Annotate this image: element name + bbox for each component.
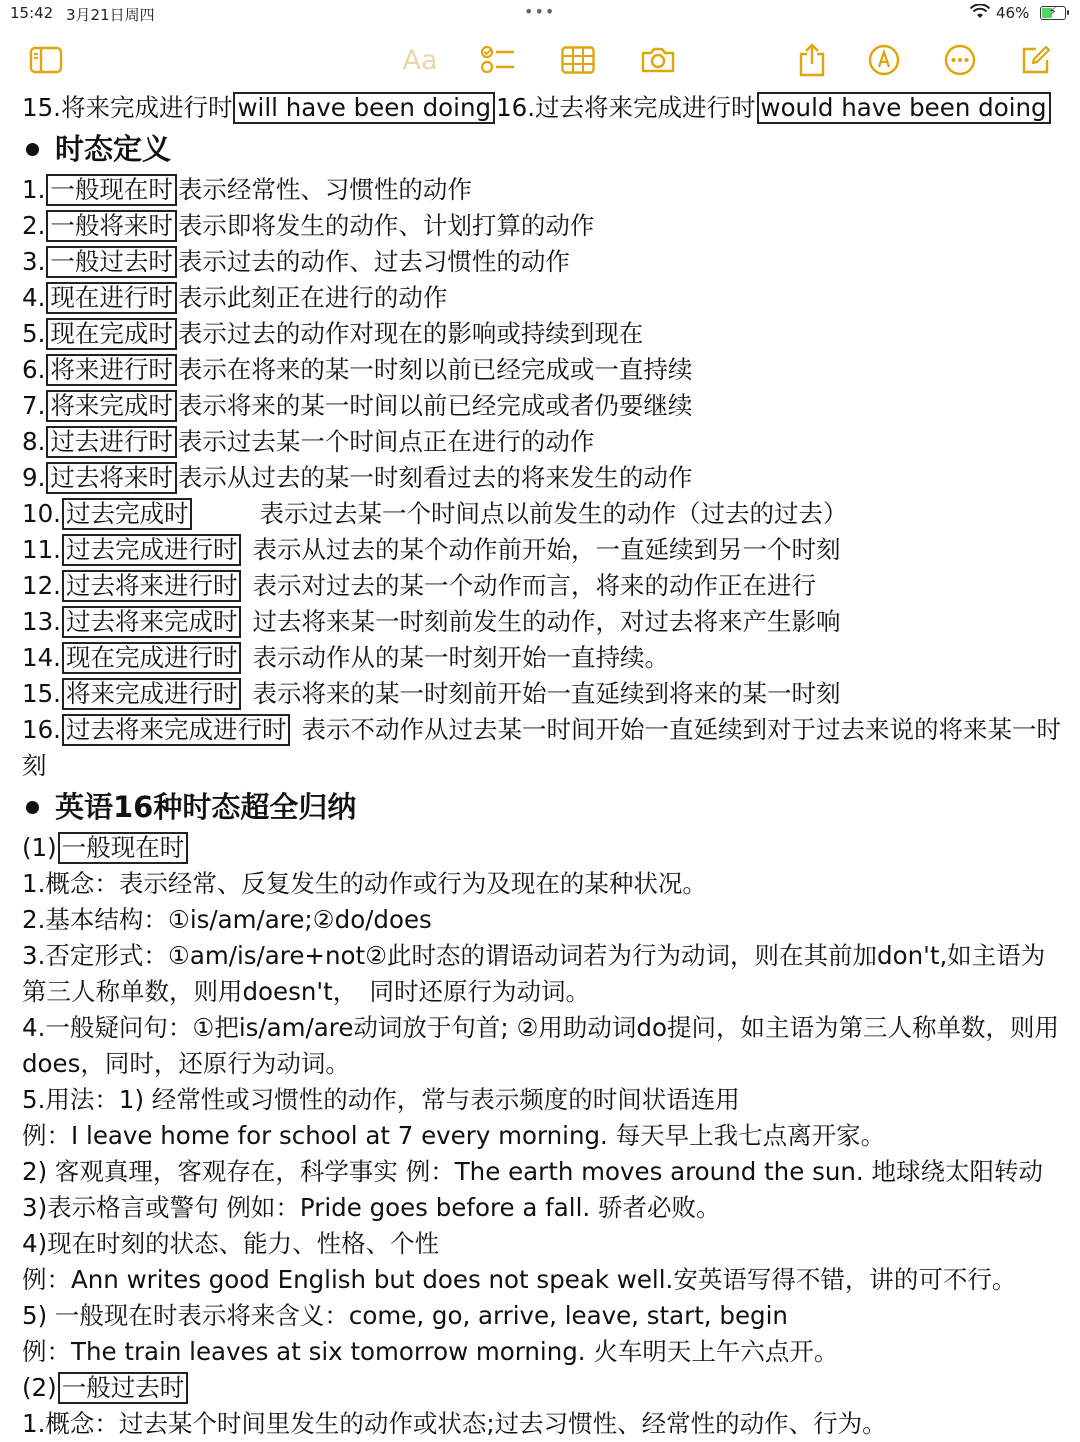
more-icon[interactable] — [938, 40, 982, 80]
definition-item — [22, 172, 1068, 208]
definition-desc: 表示将来的某一时刻前开始一直延续到将来的某一时刻 — [252, 679, 841, 708]
definition-item — [22, 208, 1068, 244]
definition-number: 6. — [22, 355, 46, 384]
status-date: 3月21日周四 — [66, 6, 155, 24]
notes-toolbar — [0, 40, 1080, 84]
summary-line: 2) 客观真理，客观存在，科学事实 例：The earth moves around the sun. 地球绕太阳转动 — [22, 1157, 1043, 1186]
definition-list — [22, 172, 1068, 784]
wifi-icon — [970, 4, 990, 24]
summary-line: 5.用法：1) 经常性或习惯性的动作，常与表示频度的时间状语连用 — [22, 1085, 740, 1114]
definition-desc: 表示此刻正在进行的动作 — [177, 283, 448, 312]
definition-desc: 表示将来的某一时间以前已经完成或者仍要继续 — [177, 391, 693, 420]
definition-desc: 过去将来某一时刻前发生的动作，对过去将来产生影响 — [252, 607, 841, 636]
definition-item — [22, 604, 1068, 640]
definition-number: 10. — [22, 499, 61, 528]
definition-number: 3. — [22, 247, 46, 276]
tense-15-box: will have been doing — [233, 92, 495, 124]
definition-desc: 表示经常性、习惯性的动作 — [177, 175, 472, 204]
table-icon[interactable] — [556, 40, 600, 80]
summary-line: 例：I leave home for school at 7 every morning. 每天早上我七点离开家。 — [22, 1121, 886, 1150]
format-icon[interactable]: Aa — [402, 44, 438, 76]
definition-term-box: 一般过去时 — [46, 246, 177, 278]
tense-15-label: 15.将来完成进行时 — [22, 93, 233, 122]
definition-term-box: 过去完成进行时 — [62, 534, 242, 566]
definition-desc: 表示从过去的某个动作前开始，一直延续到另一个时刻 — [252, 535, 841, 564]
camera-icon[interactable] — [636, 40, 680, 80]
definition-number: 9. — [22, 463, 46, 492]
definition-term-box: 现在进行时 — [46, 282, 177, 314]
summary-lines — [22, 866, 1068, 1370]
tense-16-box: would have been doing — [757, 92, 1051, 124]
subsection-1: (1) 一般现在时 — [22, 830, 1068, 866]
status-bar — [0, 0, 1080, 28]
definition-number: 16. — [22, 715, 61, 744]
note-body[interactable] — [22, 90, 1068, 1442]
summary-line: 4)现在时刻的状态、能力、性格、个性 — [22, 1229, 440, 1258]
definition-desc: 表示过去某一个时间点正在进行的动作 — [177, 427, 595, 456]
definition-item — [22, 532, 1068, 568]
subsection-2: (2) 一般过去时 — [22, 1370, 1068, 1406]
definition-term-box: 将来完成时 — [46, 390, 177, 422]
definition-number: 14. — [22, 643, 61, 672]
definition-term-box: 过去将来完成时 — [62, 606, 242, 638]
definition-term-box: 现在完成时 — [46, 318, 177, 350]
definition-term-box: 过去将来进行时 — [62, 570, 242, 602]
definition-desc: 表示从过去的某一时刻看过去的将来发生的动作 — [177, 463, 693, 492]
summary-line: 2.基本结构：①is/am/are;②do/does — [22, 905, 432, 934]
definition-number: 1. — [22, 175, 46, 204]
definition-desc: 表示过去的动作对现在的影响或持续到现在 — [177, 319, 644, 348]
definition-number: 8. — [22, 427, 46, 456]
definition-desc: 表示过去某一个时间点以前发生的动作（过去的过去） — [259, 499, 848, 528]
summary-line: 例：Ann writes good English but does not speak well.安英语写得不错，讲的可不行。 — [22, 1265, 1017, 1294]
definition-term-box: 过去将来时 — [46, 462, 177, 494]
definition-term-box: 将来进行时 — [46, 354, 177, 386]
bullet-icon — [26, 143, 39, 156]
summary-line: 例：The train leaves at six tomorrow morning. 火车明天上午六点开。 — [22, 1337, 839, 1366]
definition-item — [22, 316, 1068, 352]
definition-item — [22, 280, 1068, 316]
section-heading-summary: 英语16种时态超全归纳 — [22, 784, 1068, 830]
summary-line: 3)表示格言或警句 例如：Pride goes before a fall. 骄者必败。 — [22, 1193, 721, 1222]
definition-term-box: 一般现在时 — [46, 174, 177, 206]
subsection-1-box: 一般现在时 — [58, 832, 189, 864]
top-line — [22, 90, 1068, 126]
section-heading-definitions: 时态定义 — [22, 126, 1068, 172]
definition-desc: 表示即将发生的动作、计划打算的动作 — [177, 211, 595, 240]
definition-number: 4. — [22, 283, 46, 312]
markup-icon[interactable] — [862, 40, 906, 80]
tense-16-label: 16.过去将来完成进行时 — [496, 93, 756, 122]
definition-item — [22, 496, 1068, 532]
summary-line: 1.概念：表示经常、反复发生的动作或行为及现在的某种状况。 — [22, 869, 707, 898]
battery-icon: ⚡ — [1040, 6, 1066, 20]
definition-item — [22, 676, 1068, 712]
definition-number: 7. — [22, 391, 46, 420]
definition-term-box: 过去将来完成进行时 — [62, 714, 291, 746]
share-icon[interactable] — [790, 40, 834, 80]
status-time: 15:42 — [10, 4, 54, 22]
definition-number: 13. — [22, 607, 61, 636]
summary-line: 5) 一般现在时表示将来含义：come, go, arrive, leave, start, begin — [22, 1301, 788, 1330]
definition-number: 12. — [22, 571, 61, 600]
definition-term-box: 将来完成进行时 — [62, 678, 242, 710]
compose-icon[interactable] — [1014, 40, 1058, 80]
sidebar-icon[interactable] — [24, 40, 68, 80]
definition-item — [22, 568, 1068, 604]
definition-term-box: 过去进行时 — [46, 426, 177, 458]
checklist-icon[interactable] — [476, 40, 520, 80]
definition-term-box: 一般将来时 — [46, 210, 177, 242]
definition-item — [22, 424, 1068, 460]
definition-number: 11. — [22, 535, 61, 564]
definition-item — [22, 460, 1068, 496]
battery-percent: 46% — [996, 4, 1030, 22]
bullet-icon — [26, 801, 39, 814]
definition-number: 15. — [22, 679, 61, 708]
definition-item — [22, 712, 1068, 784]
summary-last-line: 1.概念：过去某个时间里发生的动作或状态;过去习惯性、经常性的动作、行为。 — [22, 1409, 887, 1438]
summary-line: 3.否定形式：①am/is/are+not②此时态的谓语动词若为行为动词，则在其前加don't,如主语为第三人称单数，则用doesn't， 同时还原行为动词。 — [22, 941, 1046, 1006]
definition-number: 2. — [22, 211, 46, 240]
definition-desc: 表示对过去的某一个动作而言，将来的动作正在进行 — [252, 571, 816, 600]
definition-item — [22, 388, 1068, 424]
subsection-2-box: 一般过去时 — [58, 1372, 189, 1404]
definition-term-box: 过去完成时 — [62, 498, 193, 530]
definition-desc: 表示过去的动作、过去习惯性的动作 — [177, 247, 570, 276]
definition-number: 5. — [22, 319, 46, 348]
definition-desc: 表示动作从的某一时刻开始一直持续。 — [252, 643, 669, 672]
definition-item — [22, 352, 1068, 388]
definition-term-box: 现在完成进行时 — [62, 642, 242, 674]
definition-desc: 表示不动作从过去某一时间开始一直延续到对于过去来说的将来某一时刻 — [22, 715, 1061, 780]
summary-line: 4.一般疑问句：①把is/am/are动词放于句首; ②用助动词do提问，如主语为第三人称单数，则用does，同时，还原行为动词。 — [22, 1013, 1059, 1078]
definition-desc: 表示在将来的某一时刻以前已经完成或一直持续 — [177, 355, 693, 384]
multitask-dots-icon[interactable]: ••• — [524, 2, 556, 21]
definition-item — [22, 640, 1068, 676]
definition-item — [22, 244, 1068, 280]
